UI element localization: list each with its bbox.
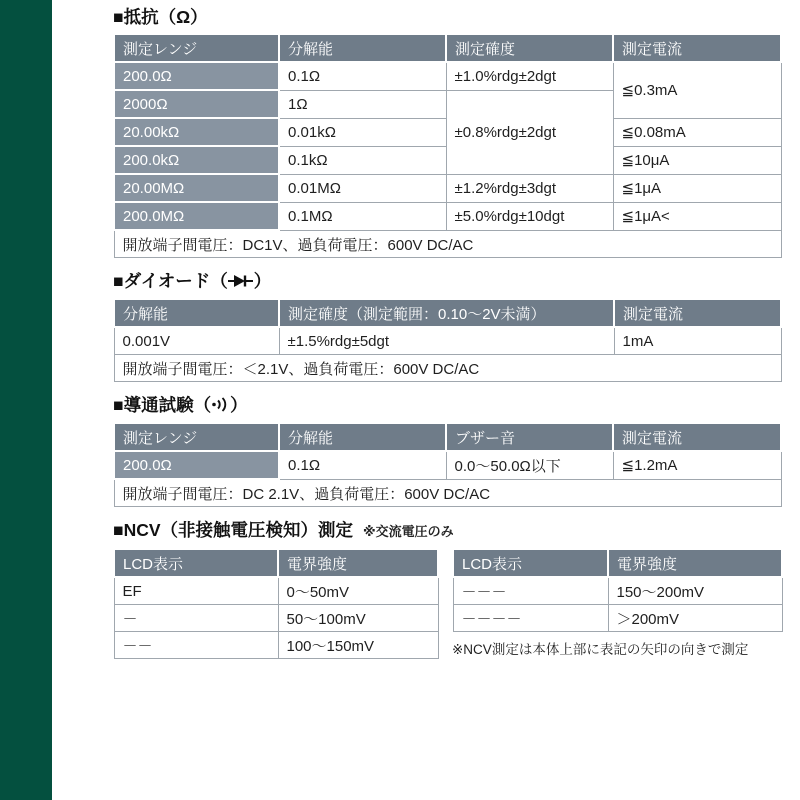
- diode-icon: [228, 271, 254, 293]
- footer-row: [114, 479, 781, 507]
- range-cell: 200.0MΩ: [114, 202, 279, 230]
- range-cell: 200.0Ω: [114, 62, 279, 90]
- col-header-accuracy: 測定確度（測定範囲：0.10～2V未満）: [279, 299, 614, 327]
- resistance-section-title: [113, 6, 780, 28]
- table-row: [114, 605, 438, 632]
- diode-title-text: ■ダイオード（: [113, 271, 228, 291]
- continuity-section-title: [113, 394, 780, 417]
- field-strength-cell: 100～150mV: [278, 632, 438, 659]
- table-row: [114, 62, 781, 90]
- ncv-ac-only-note: ※交流電圧のみ: [363, 524, 454, 539]
- col-header-range: 測定レンジ: [114, 34, 279, 62]
- lcd-cell: EF: [114, 577, 278, 605]
- table-row: [114, 577, 438, 605]
- col-header-accuracy: 測定確度: [446, 34, 613, 62]
- current-cell: ≦1.2mA: [613, 451, 781, 479]
- ncv-title-text: ■NCV（非接触電圧検知）測定: [113, 520, 354, 540]
- open-terminal-voltage-note: 開放端子間電圧：DC 2.1V、過負荷電圧：600V DC/AC: [114, 479, 781, 507]
- col-header-resolution: 分解能: [114, 299, 279, 327]
- lcd-cell: －－: [114, 632, 278, 659]
- open-terminal-voltage-note: 開放端子間電圧：DC1V、過負荷電圧：600V DC/AC: [114, 230, 781, 258]
- resolution-cell: 0.01kΩ: [279, 118, 446, 146]
- accuracy-cell: ±5.0%rdg±10dgt: [446, 202, 613, 230]
- ncv-tables: [113, 548, 780, 659]
- table-row: [453, 605, 782, 632]
- ncv-right-column: [452, 548, 781, 658]
- col-header-resolution: 分解能: [279, 34, 446, 62]
- col-header-lcd: LCD表示: [453, 549, 608, 577]
- continuity-title-text: ■導通試験（: [113, 395, 212, 415]
- ncv-table-right: [452, 548, 783, 632]
- continuity-table: [113, 422, 782, 507]
- buzzer-cell: 0.0～50.0Ω以下: [446, 451, 613, 479]
- lcd-cell: －－－－: [453, 605, 608, 632]
- table-row: [114, 174, 781, 202]
- open-terminal-voltage-note: 開放端子間電圧：＜2.1V、過負荷電圧：600V DC/AC: [114, 355, 781, 382]
- range-cell: 200.0kΩ: [114, 146, 279, 174]
- current-cell: 1mA: [614, 327, 781, 355]
- col-header-current: 測定電流: [613, 34, 781, 62]
- range-cell: 200.0Ω: [114, 451, 279, 479]
- continuity-title-close: ）: [230, 395, 248, 415]
- accuracy-cell: ±1.5%rdg±5dgt: [279, 327, 614, 355]
- range-cell: 20.00MΩ: [114, 174, 279, 202]
- col-header-field-strength: 電界強度: [608, 549, 782, 577]
- resistance-table: [113, 33, 782, 258]
- field-strength-cell: 150～200mV: [608, 577, 782, 605]
- ncv-measurement-direction-note: ※NCV測定は本体上部に表記の矢印の向きで測定: [452, 642, 749, 657]
- col-header-current: 測定電流: [613, 423, 781, 451]
- range-cell: 2000Ω: [114, 90, 279, 118]
- table-row: [114, 632, 438, 659]
- diode-title-close: ）: [253, 271, 272, 291]
- diode-table: [113, 298, 782, 382]
- header-row: [114, 299, 781, 327]
- col-header-field-strength: 電界強度: [278, 549, 438, 577]
- footer-row: [114, 355, 781, 382]
- accuracy-cell: ±0.8%rdg±2dgt: [446, 90, 613, 174]
- current-cell: ≦1μA: [613, 174, 781, 202]
- field-strength-cell: 0～50mV: [278, 577, 438, 605]
- ncv-table-left: [113, 548, 439, 659]
- col-header-lcd: LCD表示: [114, 549, 278, 577]
- diode-section-title: [113, 270, 780, 293]
- left-accent-bar: [0, 0, 52, 800]
- table-row: [114, 327, 781, 355]
- accuracy-cell: ±1.2%rdg±3dgt: [446, 174, 613, 202]
- table-row: [114, 451, 781, 479]
- field-strength-cell: ＞200mV: [608, 605, 782, 632]
- resolution-cell: 0.01MΩ: [279, 174, 446, 202]
- col-header-resolution: 分解能: [279, 423, 446, 451]
- spec-sheet: [113, 6, 780, 659]
- buzzer-sound-icon: [211, 395, 230, 417]
- current-cell: ≦0.3mA: [613, 62, 781, 118]
- resistance-title-text: ■抵抗（Ω）: [113, 7, 208, 27]
- resolution-cell: 1Ω: [279, 90, 446, 118]
- footer-row: [114, 230, 781, 258]
- field-strength-cell: 50～100mV: [278, 605, 438, 632]
- range-cell: 20.00kΩ: [114, 118, 279, 146]
- resolution-cell: 0.001V: [114, 327, 279, 355]
- col-header-range: 測定レンジ: [114, 423, 279, 451]
- header-row: [114, 549, 438, 577]
- resolution-cell: 0.1kΩ: [279, 146, 446, 174]
- accuracy-cell: ±1.0%rdg±2dgt: [446, 62, 613, 90]
- header-row: [114, 423, 781, 451]
- header-row: [453, 549, 782, 577]
- current-cell: ≦10μA: [613, 146, 781, 174]
- table-row: [114, 202, 781, 230]
- lcd-cell: －－－: [453, 577, 608, 605]
- current-cell: ≦1μA<: [613, 202, 781, 230]
- col-header-current: 測定電流: [614, 299, 781, 327]
- col-header-buzzer: ブザー音: [446, 423, 613, 451]
- table-row: [453, 577, 782, 605]
- header-row: [114, 34, 781, 62]
- resolution-cell: 0.1Ω: [279, 62, 446, 90]
- ncv-left-column: [113, 548, 437, 659]
- current-cell: ≦0.08mA: [613, 118, 781, 146]
- resolution-cell: 0.1Ω: [279, 451, 446, 479]
- lcd-cell: －: [114, 605, 278, 632]
- resolution-cell: 0.1MΩ: [279, 202, 446, 230]
- ncv-section-title: [113, 519, 780, 543]
